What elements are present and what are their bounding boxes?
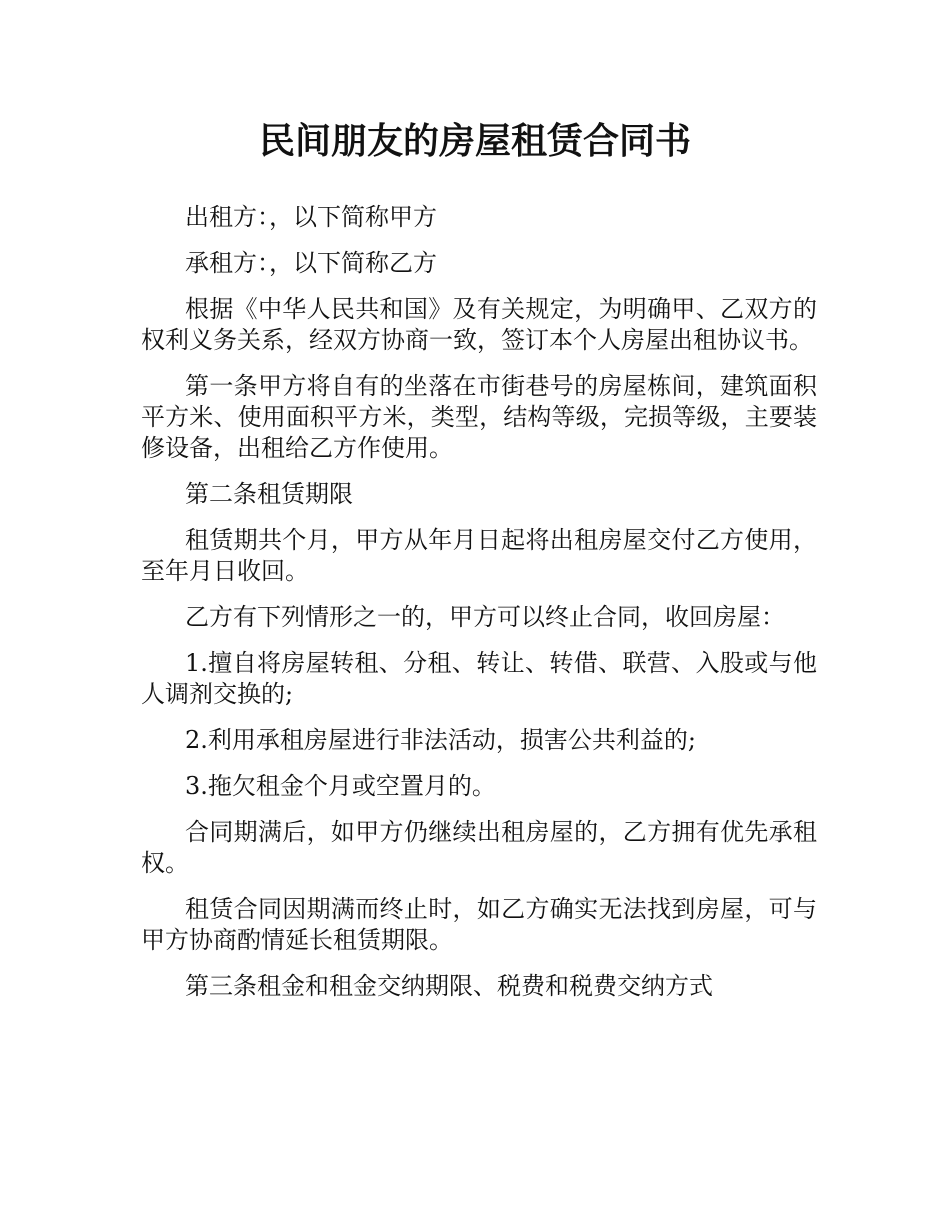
party-lessee-line: 承租方：，以下简称乙方 <box>185 249 437 277</box>
condition-item-2: 2.利用承租房屋进行非法活动，损害公共利益的; <box>185 726 696 754</box>
party-lessor-line: 出租方：，以下简称甲方 <box>185 203 437 231</box>
article-2-heading: 第二条租赁期限 <box>185 480 353 508</box>
document-body <box>141 202 817 1017</box>
article-3-heading: 第三条租金和租金交纳期限、税费和税费交纳方式 <box>185 972 713 1000</box>
preamble-paragraph: 根据《中华人民共和国》及有关规定，为明确甲、乙双方的权利义务关系，经双方协商一致，签订本个人房屋出租协议书。 <box>141 295 817 354</box>
article-1-paragraph: 第一条甲方将自有的坐落在市街巷号的房屋栋间，建筑面积平方米、使用面积平方米，类型，结构等级，完损等级，主要装修设备，出租给乙方作使用。 <box>141 372 817 462</box>
condition-item-3: 3.拖欠租金个月或空置月的。 <box>185 772 496 800</box>
extension-paragraph: 租赁合同因期满而终止时，如乙方确实无法找到房屋，可与甲方协商酌情延长租赁期限。 <box>141 895 817 954</box>
termination-conditions-paragraph: 乙方有下列情形之一的，甲方可以终止合同，收回房屋： <box>185 603 785 631</box>
document-title: 民间朋友的房屋租赁合同书 <box>258 121 691 162</box>
renewal-priority-paragraph: 合同期满后，如甲方仍继续出租房屋的，乙方拥有优先承租权。 <box>141 818 817 877</box>
condition-item-1: 1.擅自将房屋转租、分租、转让、转借、联营、入股或与他人调剂交换的; <box>141 649 817 708</box>
lease-term-paragraph: 租赁期共个月，甲方从年月日起将出租房屋交付乙方使用，至年月日收回。 <box>141 526 817 585</box>
